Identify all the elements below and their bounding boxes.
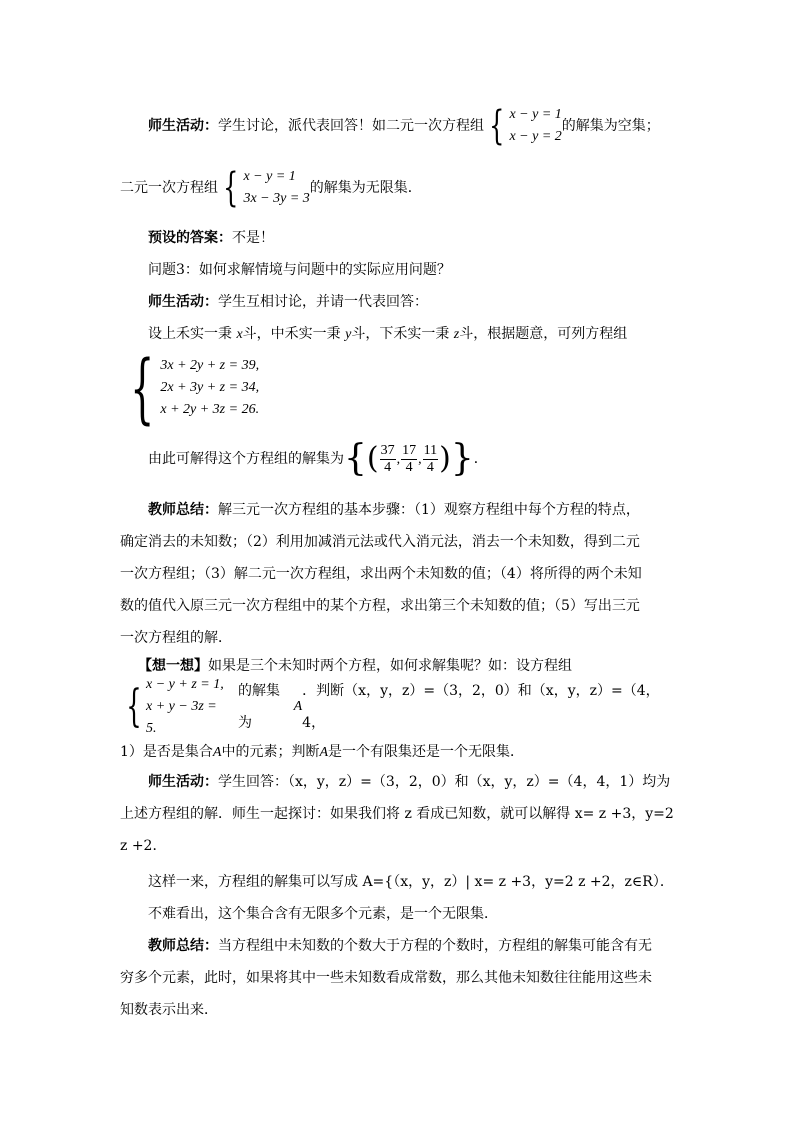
paragraph-3 — [148, 222, 708, 254]
text-line: 数的值代入原三元一次方程组中的某个方程，求出第三个未知数的值；（5）写出三元 — [120, 598, 640, 614]
text: 不难看出，这个集合含有无限多个元素，是一个无限集． — [148, 906, 498, 922]
paragraph-1 — [148, 104, 688, 148]
equation: 3x + 2y + z = 39, — [160, 358, 260, 373]
equation: 3x − 3y = 3 — [243, 191, 310, 206]
equation: x − y = 1 — [509, 107, 562, 122]
text: 是一个有限集还是一个无限集． — [328, 744, 525, 760]
text: ． — [473, 451, 488, 467]
text: 斗，下禾实一秉 — [351, 326, 454, 342]
right-brace-icon: } — [450, 438, 474, 479]
text-line: 当方程组中未知数的个数大于方程的个数时，方程组的解集可能含有无 — [218, 938, 652, 954]
paragraph-10 — [120, 766, 680, 862]
equation: 2x + 3y + z = 34, — [160, 380, 260, 395]
equation: x + 2y + 3z = 26. — [160, 402, 260, 417]
paragraph-12 — [148, 898, 708, 930]
equation: x − y + z = 1, — [146, 677, 224, 692]
text: 1）是否是集合 — [120, 744, 213, 760]
text-line: 上述方程组的解．师生一起探讨：如果我们将 z 看成已知数，就可以解得 x= z +3，y=2 — [120, 806, 674, 822]
text: 的解集为无限集． — [309, 180, 422, 196]
paragraph-6 — [148, 318, 688, 351]
variable: z — [453, 327, 460, 342]
right-paren-icon: ) — [439, 441, 451, 476]
text-line: z +2． — [120, 838, 167, 854]
text: 由此可解得这个方程组的解集为 — [148, 451, 344, 467]
text-line: 知数表示出来． — [120, 1002, 218, 1018]
variable: A — [293, 699, 303, 714]
text: 二元一次方程组 — [120, 180, 218, 196]
equation-system-2 — [218, 166, 310, 210]
text: 不是！ — [232, 230, 274, 246]
paragraph-11 — [148, 866, 708, 898]
left-paren-icon: ( — [366, 441, 379, 476]
variable: y — [345, 327, 352, 342]
equation-system-4 — [120, 674, 230, 740]
paragraph-13 — [120, 930, 680, 1026]
text-line: 学生回答：（x，y，z）=（3，2，0）和（x，y，z）=（4，4，1）均为 — [218, 774, 671, 790]
paragraph-5 — [148, 286, 708, 318]
text: 斗，根据题意，可列方程组 — [459, 326, 628, 342]
text: 这样一来，方程组的解集可以写成 A={（x，y，z）| x= z +3，y=2 z +2，z∈R）． — [148, 874, 674, 890]
label-activity: 师生活动： — [148, 774, 218, 790]
label-answer: 预设的答案： — [148, 230, 232, 246]
text: 斗，中禾实一秉 — [242, 326, 346, 342]
variable: x — [236, 327, 243, 342]
label-summary: 教师总结： — [148, 502, 218, 518]
text: 如果是三个未知时两个方程，如何求解集呢？如：设方程组 — [208, 658, 572, 674]
text: 的解集为 — [237, 683, 280, 731]
left-brace-icon: { — [344, 438, 367, 479]
text-line: 确定消去的未知数；（2）利用加减消元法或代入消元法，消去一个未知数，得到二元 — [120, 534, 640, 550]
equation: x + y − 3z = 5. — [146, 699, 217, 736]
brace-icon: { — [489, 103, 505, 149]
paragraph-8 — [120, 494, 680, 654]
brace-icon: { — [223, 165, 239, 211]
equation: x − y = 2 — [509, 129, 562, 144]
text-line: 解三元一次方程组的基本步骤：（1）观察方程组中每个方程的特点， — [218, 502, 640, 518]
paragraph-4 — [148, 254, 708, 286]
text: 设上禾实一秉 — [148, 326, 237, 342]
fraction: $\frac{37}{4}$ — [380, 442, 395, 475]
equation: x − y = 1 — [243, 169, 296, 184]
label-think: 【想一想】 — [138, 658, 208, 674]
paragraph-2 — [120, 166, 680, 210]
fraction: $\frac{11}{4}$ — [423, 442, 438, 475]
label-summary: 教师总结： — [148, 938, 218, 954]
text-line: 一次方程组的解． — [120, 630, 232, 646]
paragraph-9 — [120, 650, 680, 769]
variable: A — [212, 745, 222, 760]
text: 问题3：如何求解情境与问题中的实际应用问题？ — [148, 262, 451, 278]
brace-icon: { — [126, 681, 142, 732]
fraction: $\frac{17}{4}$ — [402, 442, 417, 475]
equation-system-3 — [118, 343, 260, 432]
variable: A — [319, 745, 329, 760]
text: 的解集为空集； — [561, 118, 660, 134]
label-activity: 师生活动： — [148, 294, 218, 310]
paragraph-7: 由此可解得这个方程组的解集为{( $\frac{37}{4}$ , $\frac{17}{4}$ , $\frac{11}{4}$ )}． — [148, 438, 488, 479]
text: ．判断（x，y，z）=（3，2，0）和（x，y，z）=（4，4， — [302, 683, 660, 731]
text-line: 穷多个元素，此时，如果将其中一些未知数看成常数，那么其他未知数往往能用这些未 — [120, 970, 652, 986]
text-line: 一次方程组；（3）解二元一次方程组，求出两个未知数的值；（4）将所得的两个未知 — [120, 566, 642, 582]
text: 中的元素；判断 — [221, 744, 320, 760]
brace-icon: { — [130, 343, 155, 432]
equation-system-1 — [484, 104, 562, 148]
label-activity: 师生活动： — [148, 118, 218, 134]
text: 学生互相讨论，并请一代表回答： — [218, 294, 428, 310]
text: 学生讨论，派代表回答！如二元一次方程组 — [218, 118, 484, 134]
